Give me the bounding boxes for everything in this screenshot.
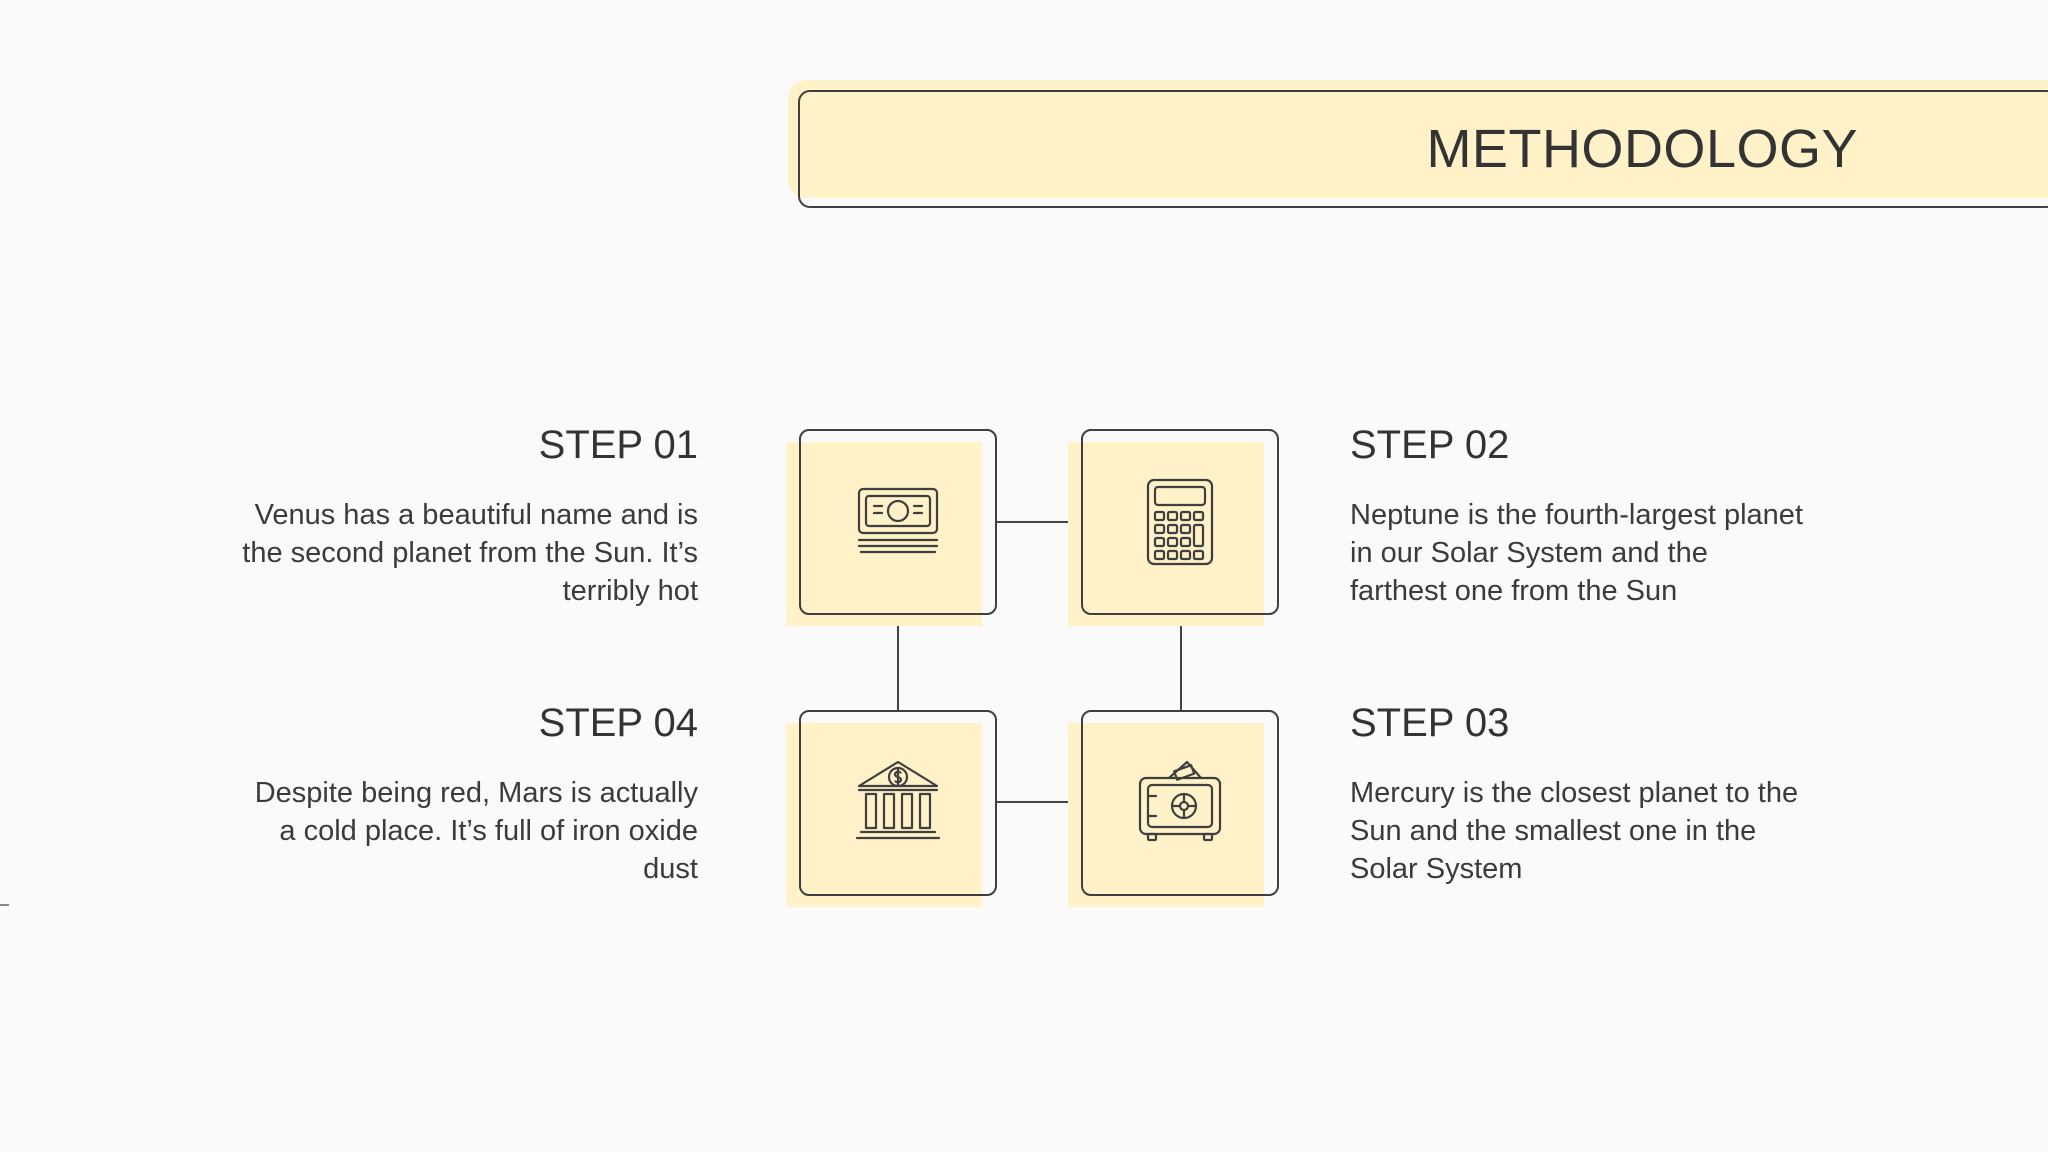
step-01-tile bbox=[799, 429, 997, 615]
connector-1-4 bbox=[897, 615, 899, 711]
calculator-icon bbox=[1135, 477, 1225, 567]
step-01-text: Venus has a beautiful name and is the second planet from the Sun. It’s terribly hot bbox=[242, 499, 698, 607]
safe-icon bbox=[1135, 758, 1225, 848]
step-03-tile bbox=[1081, 710, 1279, 896]
step-04-tile bbox=[799, 710, 997, 896]
step-03-title: STEP 03 bbox=[1350, 701, 1510, 745]
step-02-text: Neptune is the fourth-largest planet in our Solar System and the farthest one from the Sun bbox=[1350, 499, 1803, 607]
step-02-tile bbox=[1081, 429, 1279, 615]
step-04-text: Despite being red, Mars is actually a cold place. It’s full of iron oxide dust bbox=[254, 777, 698, 885]
step-01-title: STEP 01 bbox=[538, 423, 698, 467]
edge-mark bbox=[0, 904, 9, 906]
page-title: METHODOLOGY bbox=[1426, 119, 1858, 179]
bank-icon bbox=[853, 758, 943, 848]
money-icon bbox=[853, 477, 943, 567]
step-03-text: Mercury is the closest planet to the Sun and the smallest one in the Solar System bbox=[1350, 777, 1799, 885]
step-02-title: STEP 02 bbox=[1350, 423, 1510, 467]
connector-2-3 bbox=[1180, 614, 1182, 711]
step-04-title: STEP 04 bbox=[538, 701, 698, 745]
